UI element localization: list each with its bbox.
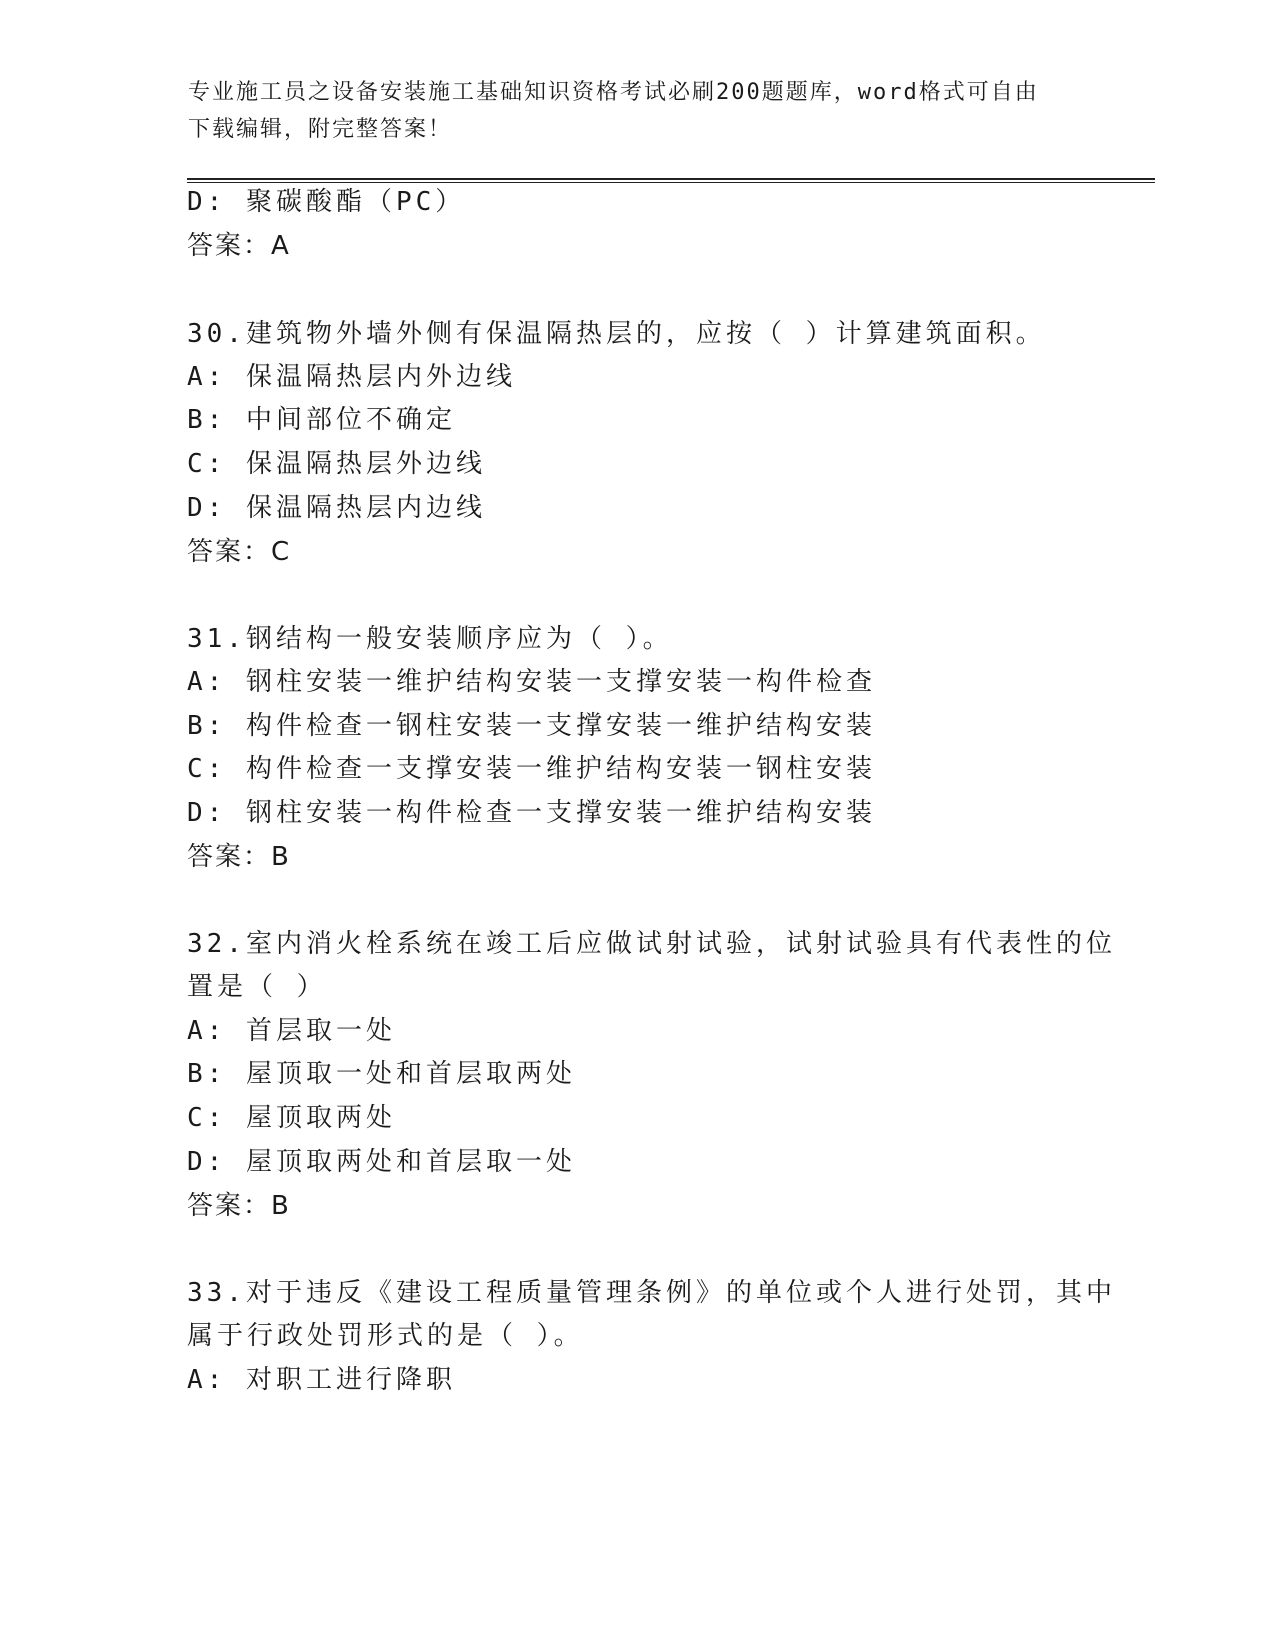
q32-option-b: B: 屋顶取一处和首层取两处 (187, 1059, 576, 1089)
q33-option-a: A: 对职工进行降职 (187, 1365, 456, 1395)
q33-stem-line-1: 33.对于违反《建设工程质量管理条例》的单位或个人进行处罚，其中 (187, 1278, 1116, 1308)
q32-stem-line-2: 置是（ ） (187, 972, 327, 1002)
q32-option-c: C: 屋顶取两处 (187, 1103, 396, 1133)
q31-option-c: C: 构件检查一支撑安装一维护结构安装一钢柱安装 (187, 754, 876, 784)
header-divider (187, 178, 1155, 183)
q31-option-b: B: 构件检查一钢柱安装一支撑安装一维护结构安装 (187, 711, 876, 741)
q30-stem: 30.建筑物外墙外侧有保温隔热层的，应按（ ）计算建筑面积。 (187, 319, 1046, 349)
q32-option-d: D: 屋顶取两处和首层取一处 (187, 1147, 576, 1177)
document-header (188, 74, 1088, 148)
q31-option-a: A: 钢柱安装一维护结构安装一支撑安装一构件检查 (187, 667, 876, 697)
q29-answer: 答案：A (187, 231, 291, 261)
q33-stem-line-2: 属于行政处罚形式的是（ ）。 (187, 1321, 584, 1351)
q30-answer: 答案：C (187, 537, 292, 567)
q31-stem: 31.钢结构一般安装顺序应为（ ）。 (187, 624, 673, 654)
q29-option-d: D: 聚碳酸酯（PC） (187, 187, 466, 217)
header-title-line-2: 下载编辑，附完整答案！ (188, 117, 453, 142)
header-title-line-1: 专业施工员之设备安装施工基础知识资格考试必刷200题题库，word格式可自由 (188, 80, 1039, 105)
q32-stem-line-1: 32.室内消火栓系统在竣工后应做试射试验，试射试验具有代表性的位 (187, 929, 1116, 959)
q32-answer: 答案：B (187, 1191, 291, 1221)
q32-option-a: A: 首层取一处 (187, 1016, 396, 1046)
q30-option-c: C: 保温隔热层外边线 (187, 449, 486, 479)
q31-answer: 答案：B (187, 842, 291, 872)
q30-option-a: A: 保温隔热层内外边线 (187, 362, 516, 392)
q30-option-d: D: 保温隔热层内边线 (187, 493, 486, 523)
q31-option-d: D: 钢柱安装一构件检查一支撑安装一维护结构安装 (187, 798, 876, 828)
q30-option-b: B: 中间部位不确定 (187, 405, 456, 435)
